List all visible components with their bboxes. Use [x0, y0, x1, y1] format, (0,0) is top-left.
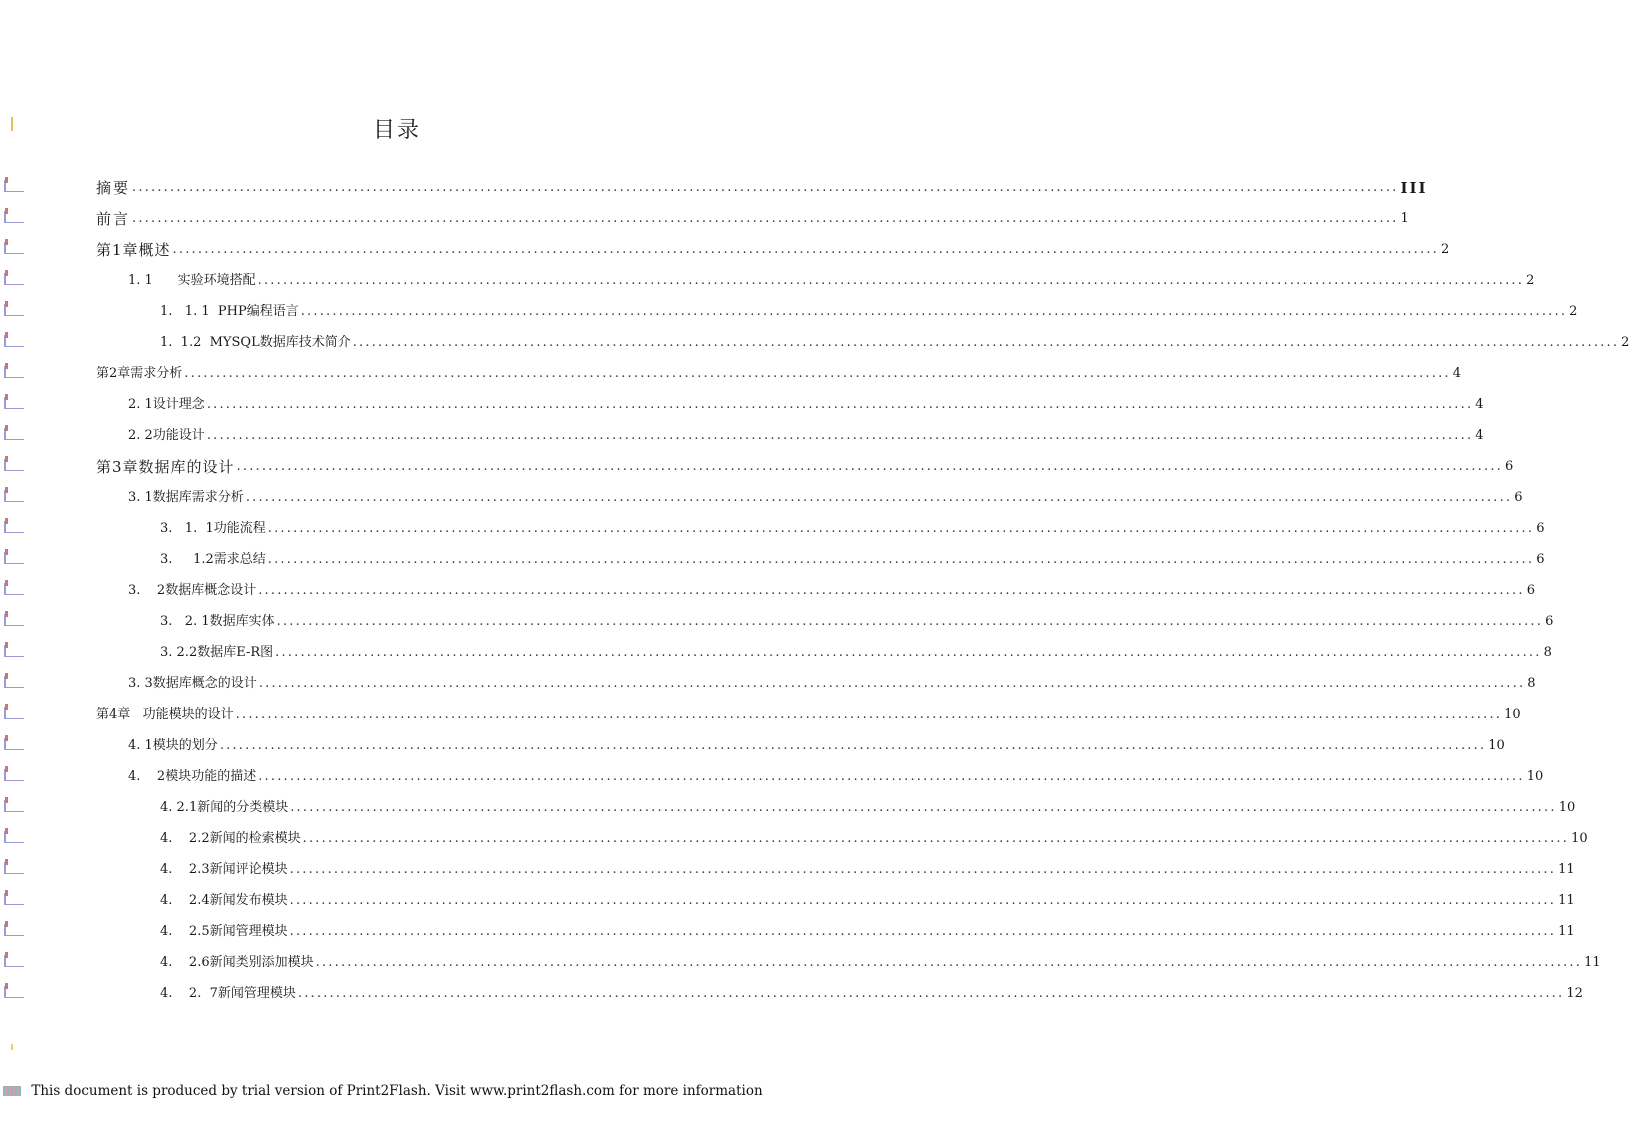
toc-entry-label: 4. 2.3新闻评论模块	[160, 862, 288, 877]
gutter-marker-icon	[4, 614, 24, 626]
gutter-marker-icon	[4, 211, 24, 223]
toc-entry-chapter-4[interactable]	[96, 701, 1521, 723]
toc-entry-label: 4. 1模块的划分	[128, 738, 218, 753]
toc-entry-label: 3. 3数据库概念的设计	[128, 676, 257, 691]
leader-dots: ........................................................................................................................................................................................................	[300, 304, 1568, 319]
leader-dots: ........................................................................................................................................................................................................	[235, 707, 1503, 722]
toc-entry-label: 2. 1设计理念	[128, 397, 205, 412]
toc-entry-label: 4. 2.2新闻的检索模块	[160, 831, 301, 846]
toc-entry-preface[interactable]	[96, 205, 1411, 228]
toc-entry-label: 摘要	[96, 179, 131, 197]
toc-entry-page: 6	[1514, 490, 1523, 505]
leader-dots: ........................................................................................................................................................................................................	[315, 955, 1583, 970]
toc-entry-page: 11	[1558, 924, 1575, 939]
toc-entry-label: 4. 2.1新闻的分类模块	[160, 800, 289, 815]
toc-entry-page: 2	[1441, 242, 1450, 257]
toc-entry-page: 6	[1536, 552, 1545, 567]
toc-entry-1-1-2[interactable]	[160, 329, 1629, 351]
gutter-marker-icon	[4, 645, 24, 657]
toc-entry-page: 10	[1504, 707, 1521, 722]
thumbnail-gutter	[2, 0, 26, 1123]
leader-dots: ........................................................................................................................................................................................................	[289, 924, 1557, 939]
toc-entry-page: 10	[1571, 831, 1588, 846]
leader-dots: ........................................................................................................................................................................................................	[267, 552, 1535, 567]
toc-entry-4-2-4[interactable]	[160, 887, 1575, 909]
toc-entry-label: 2. 2功能设计	[128, 428, 205, 443]
toc-entry-page: 4	[1475, 428, 1484, 443]
leader-dots: ........................................................................................................................................................................................................	[245, 490, 1513, 505]
gutter-marker-icon	[4, 707, 24, 719]
toc-entry-4-1[interactable]	[128, 732, 1505, 754]
leader-dots: ........................................................................................................................................................................................................	[206, 397, 1474, 412]
toc-entry-label: 4. 2.4新闻发布模块	[160, 893, 288, 908]
gutter-marker-icon	[4, 180, 24, 192]
gutter-marker-icon	[4, 583, 24, 595]
leader-dots: ........................................................................................................................................................................................................	[258, 769, 1525, 784]
gutter-marker-icon	[4, 986, 24, 998]
gutter-marker-icon	[4, 800, 24, 812]
trial-watermark-footer: This document is produced by trial version of Print2Flash. Visit www.print2flash.com for more information	[31, 1083, 763, 1099]
toc-entry-page: 11	[1584, 955, 1601, 970]
gutter-marker-icon	[4, 738, 24, 750]
gutter-marker-icon	[4, 955, 24, 967]
leader-dots: ........................................................................................................................................................................................................	[289, 893, 1557, 908]
toc-entry-page: 2	[1526, 273, 1535, 288]
toc-entry-4-2-1[interactable]	[160, 794, 1576, 816]
toc-entry-4-2-2[interactable]	[160, 825, 1588, 847]
gutter-marker-icon	[4, 831, 24, 843]
toc-entry-3-3[interactable]	[128, 670, 1536, 692]
toc-entry-page: 10	[1558, 800, 1576, 815]
toc-entry-3-1[interactable]	[128, 484, 1523, 506]
toc-entry-label: 4. 2. 7新闻管理模块	[160, 986, 296, 1001]
toc-entry-page: 1	[1400, 211, 1411, 226]
toc-entry-3-2-2[interactable]	[160, 639, 1552, 661]
leader-dots: ........................................................................................................................................................................................................	[297, 986, 1565, 1001]
toc-entry-page: 10	[1526, 769, 1544, 784]
toc-entry-4-2-6[interactable]	[160, 949, 1601, 971]
toc-entry-3-1-1[interactable]	[160, 515, 1545, 537]
leader-dots: ........................................................................................................................................................................................................	[132, 211, 1399, 226]
toc-entry-1-1[interactable]	[128, 267, 1535, 289]
gutter-marker-icon	[4, 893, 24, 905]
gutter-marker-icon	[4, 552, 24, 564]
toc-entry-page: 2	[1621, 335, 1629, 350]
toc-entry-page: 6	[1505, 459, 1514, 474]
toc-entry-page: 6	[1526, 583, 1535, 598]
toc-entry-2-2[interactable]	[128, 422, 1484, 444]
toc-entry-3-2[interactable]	[128, 577, 1535, 599]
toc-entry-label: 3. 2. 1数据库实体	[160, 614, 275, 629]
gutter-marker-icon	[4, 397, 24, 409]
toc-entry-label: 1. 1 实验环境搭配	[128, 273, 256, 288]
leader-dots: ........................................................................................................................................................................................................	[132, 180, 1399, 195]
toc-entry-chapter-3[interactable]	[96, 453, 1514, 476]
leader-dots: ........................................................................................................................................................................................................	[290, 800, 1557, 815]
toc-entry-label: 3. 2数据库概念设计	[128, 583, 257, 598]
gutter-mark-bottom	[11, 1044, 13, 1050]
gutter-marker-icon	[4, 304, 24, 316]
page-title: 目录	[372, 118, 421, 143]
toc-entry-label: 3. 1数据库需求分析	[128, 490, 244, 505]
toc-entry-label: 第3章数据库的设计	[96, 458, 235, 476]
gutter-marker-icon	[4, 924, 24, 936]
leader-dots: ........................................................................................................................................................................................................	[236, 459, 1504, 474]
toc-entry-label: 第4章 功能模块的设计	[96, 707, 234, 722]
toc-entry-label: 3. 1.2需求总结	[160, 552, 266, 567]
toc-entry-4-2-3[interactable]	[160, 856, 1575, 878]
toc-entry-page: 10	[1488, 738, 1505, 753]
toc-entry-label: 1. 1.2 MYSQL数据库技术简介	[160, 335, 351, 350]
toc-entry-label: 1. 1. 1 PHP编程语言	[160, 304, 299, 319]
gutter-marker-icon	[4, 242, 24, 254]
leader-dots: ........................................................................................................................................................................................................	[302, 831, 1570, 846]
leader-dots: ........................................................................................................................................................................................................	[257, 273, 1525, 288]
toc-entry-label: 3. 1. 1功能流程	[160, 521, 266, 536]
toc-entry-page: 2	[1569, 304, 1578, 319]
leader-dots: ........................................................................................................................................................................................................	[276, 614, 1544, 629]
toc-entry-page: 4	[1475, 397, 1484, 412]
toc-entry-chapter-1[interactable]	[96, 236, 1450, 259]
toc-entry-chapter-2[interactable]	[96, 360, 1462, 382]
toc-entry-3-1-2[interactable]	[160, 546, 1545, 568]
gutter-marker-icon	[4, 862, 24, 874]
gutter-marker-icon	[4, 428, 24, 440]
toc-entry-label: 4. 2.6新闻类别添加模块	[160, 955, 314, 970]
toc-entry-label: 4. 2.5新闻管理模块	[160, 924, 288, 939]
toc-entry-label: 第2章需求分析	[96, 366, 183, 381]
toc-entry-3-2-1[interactable]	[160, 608, 1554, 630]
leader-dots: ........................................................................................................................................................................................................	[289, 862, 1557, 877]
gutter-marker-icon	[4, 490, 24, 502]
toc-entry-label: 3. 2.2数据库E-R图	[160, 645, 274, 660]
toc-entry-4-2-5[interactable]	[160, 918, 1575, 940]
toc-entry-page: 8	[1543, 645, 1552, 660]
toc-entry-page: 6	[1536, 521, 1545, 536]
toc-entry-4-2[interactable]	[128, 763, 1544, 785]
gutter-marker-icon	[4, 273, 24, 285]
leader-dots: ........................................................................................................................................................................................................	[172, 242, 1440, 257]
leader-dots: ........................................................................................................................................................................................................	[206, 428, 1474, 443]
toc-entry-2-1[interactable]	[128, 391, 1484, 413]
leader-dots: ........................................................................................................................................................................................................	[258, 583, 1525, 598]
toc-entry-label: 第1章概述	[96, 241, 171, 259]
toc-entry-page: 8	[1527, 676, 1536, 691]
leader-dots: ........................................................................................................................................................................................................	[275, 645, 1542, 660]
leader-dots: ........................................................................................................................................................................................................	[184, 366, 1451, 381]
gutter-marker-icon	[4, 521, 24, 533]
toc-entry-label: 前言	[96, 210, 131, 228]
leader-dots: ........................................................................................................................................................................................................	[352, 335, 1620, 350]
gutter-marker-icon	[4, 366, 24, 378]
toc-entry-abstract[interactable]	[96, 174, 1428, 197]
toc-entry-4-2-7[interactable]	[160, 980, 1583, 1002]
toc-entry-page: 6	[1545, 614, 1554, 629]
leader-dots: ........................................................................................................................................................................................................	[258, 676, 1526, 691]
toc-entry-page: III	[1400, 179, 1428, 197]
toc-entry-page: 11	[1558, 862, 1575, 877]
toc-entry-page: 4	[1452, 366, 1462, 381]
leader-dots: ........................................................................................................................................................................................................	[219, 738, 1487, 753]
toc-entry-1-1-1[interactable]	[160, 298, 1578, 320]
leader-dots: ........................................................................................................................................................................................................	[267, 521, 1535, 536]
gutter-marker-icon	[4, 676, 24, 688]
gutter-marker-icon	[4, 769, 24, 781]
toc-entry-page: 12	[1566, 986, 1583, 1001]
gutter-marker-icon	[4, 459, 24, 471]
toc-entry-page: 11	[1558, 893, 1575, 908]
gutter-marker-icon	[4, 335, 24, 347]
toc-entry-label: 4. 2模块功能的描述	[128, 769, 257, 784]
